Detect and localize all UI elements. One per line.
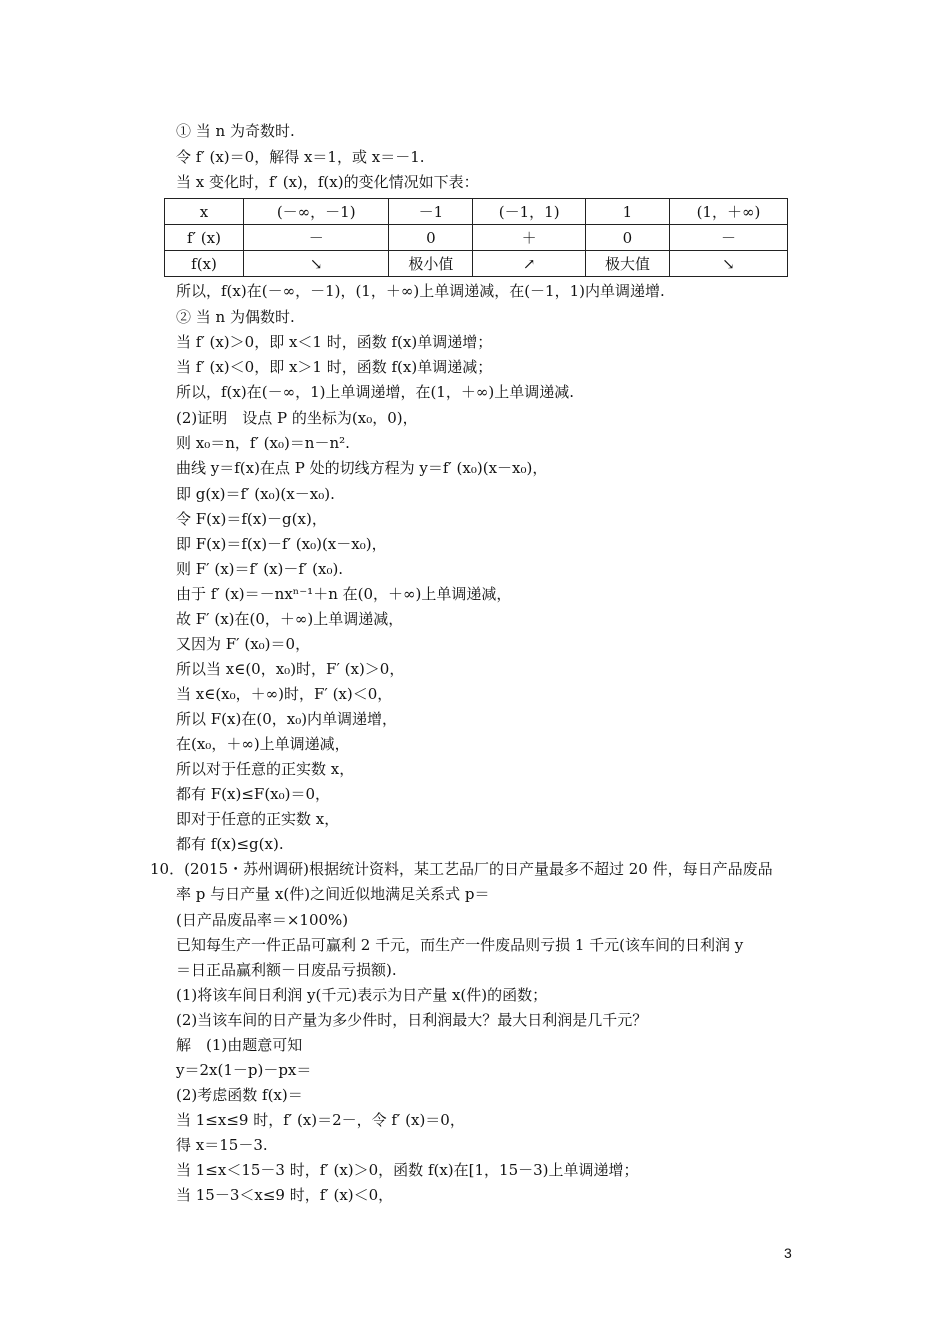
table-cell: f′ (x) [165, 225, 244, 251]
text-line: 当 f′ (x)＜0，即 x＞1 时，函数 f(x)单调递减； [176, 358, 493, 376]
text-line: 即 g(x)＝f′ (x₀)(x－x₀). [176, 485, 335, 503]
table-cell: (－∞，－1) [244, 199, 389, 225]
text-line: 所以 F(x)在(0，x₀)内单调递增， [176, 710, 398, 728]
text-line: 所以对于任意的正实数 x， [176, 760, 355, 778]
table-cell: x [165, 199, 244, 225]
table-cell: － [244, 225, 389, 251]
text-line: 当 x∈(x₀，＋∞)时，F′ (x)＜0， [176, 685, 393, 703]
text-line: ＝日正品赢利额－日废品亏损额). [176, 961, 397, 979]
text-line: 所以当 x∈(0，x₀)时，F′ (x)＞0， [176, 660, 405, 678]
text-line: 即 F(x)＝f(x)－f′ (x₀)(x－x₀)， [176, 535, 387, 553]
text-line: 令 F(x)＝f(x)－g(x)， [176, 510, 327, 528]
table-cell: 极小值 [389, 251, 473, 277]
text-line: 由于 f′ (x)＝－nxⁿ⁻¹＋n 在(0，＋∞)上单调递减， [176, 585, 512, 603]
table-row [165, 225, 788, 251]
variation-table [164, 198, 788, 277]
text-line: 故 F′ (x)在(0，＋∞)上单调递减， [176, 610, 404, 628]
table-cell: 0 [586, 225, 670, 251]
text-line: (1)将该车间日利润 y(千元)表示为日产量 x(件)的函数； [176, 986, 548, 1004]
text-line: 当 f′ (x)＞0，即 x＜1 时，函数 f(x)单调递增； [176, 333, 493, 351]
page-number: 3 [784, 1245, 792, 1261]
text-line: 当 x 变化时，f′ (x)，f(x)的变化情况如下表： [176, 173, 479, 191]
table-cell: ↘ [669, 251, 787, 277]
table-cell: (－1，1) [473, 199, 586, 225]
text-line: ② 当 n 为偶数时. [176, 308, 295, 326]
text-line: (2)当该车间的日产量为多少件时，日利润最大？最大日利润是几千元？ [176, 1011, 648, 1029]
text-line: 率 p 与日产量 x(件)之间近似地满足关系式 p＝ [176, 885, 490, 903]
text-line: 当 15－3＜x≤9 时，f′ (x)＜0， [176, 1186, 394, 1204]
text-line: 都有 F(x)≤F(x₀)＝0， [176, 785, 331, 803]
text-line: 当 1≤x≤9 时，f′ (x)＝2－，令 f′ (x)＝0， [176, 1111, 465, 1129]
table-cell: (1，＋∞) [669, 199, 787, 225]
table-row [165, 199, 788, 225]
text-line: 即对于任意的正实数 x， [176, 810, 340, 828]
text-line: (日产品废品率＝×100%) [176, 911, 349, 929]
table-cell: －1 [389, 199, 473, 225]
text-line: 当 1≤x＜15－3 时，f′ (x)＞0，函数 f(x)在[1，15－3)上单调递增； [176, 1161, 639, 1179]
text-line: 所以，f(x)在(－∞，－1)，(1，＋∞)上单调递减，在(－1，1)内单调递增. [176, 282, 665, 300]
text-line: 在(x₀，＋∞)上单调递减， [176, 735, 350, 753]
question-10-heading: 10．(2015・苏州调研)根据统计资料，某工艺品厂的日产量最多不超过 20 件，每日产品废品 [150, 860, 773, 878]
table-cell: ↗ [473, 251, 586, 277]
text-line: y＝2x(1－p)－px＝ [176, 1061, 312, 1079]
table-row [165, 251, 788, 277]
table-cell: － [669, 225, 787, 251]
table-cell: 极大值 [586, 251, 670, 277]
text-line: 解 (1)由题意可知 [176, 1036, 303, 1054]
text-line: 则 F′ (x)＝f′ (x)－f′ (x₀). [176, 560, 344, 578]
text-line: 又因为 F′ (x₀)＝0， [176, 635, 311, 653]
table-cell: ↘ [244, 251, 389, 277]
text-line: 令 f′ (x)＝0，解得 x＝1，或 x＝－1. [176, 148, 425, 166]
text-line: 已知每生产一件正品可赢利 2 千元，而生产一件废品则亏损 1 千元(该车间的日利润 y [176, 936, 744, 954]
table-cell: f(x) [165, 251, 244, 277]
text-line: (2)证明 设点 P 的坐标为(x₀，0)， [176, 409, 418, 427]
text-line: ① 当 n 为奇数时. [176, 122, 295, 140]
table-cell: ＋ [473, 225, 586, 251]
text-line: 都有 f(x)≤g(x). [176, 835, 284, 853]
text-line: 曲线 y＝f(x)在点 P 处的切线方程为 y＝f′ (x₀)(x－x₀)， [176, 459, 548, 477]
table-cell: 1 [586, 199, 670, 225]
text-line: 得 x＝15－3. [176, 1136, 268, 1154]
text-line: 则 x₀＝n，f′ (x₀)＝n－n². [176, 434, 350, 452]
table-cell: 0 [389, 225, 473, 251]
text-line: 所以，f(x)在(－∞，1)上单调递增，在(1，＋∞)上单调递减. [176, 383, 574, 401]
text-line: (2)考虑函数 f(x)＝ [176, 1086, 303, 1104]
